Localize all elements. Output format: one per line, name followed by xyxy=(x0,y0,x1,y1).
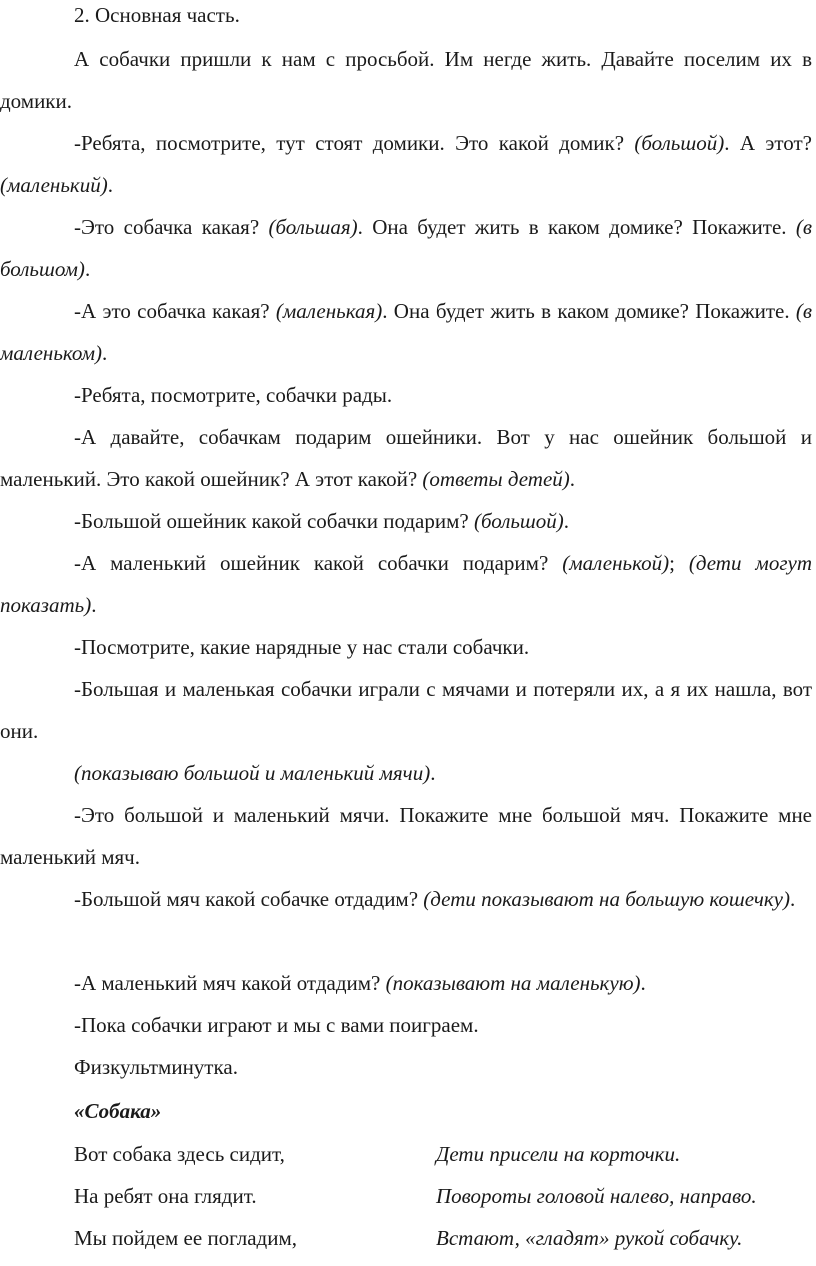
poem-line-1: Вот собака здесь сидит, xyxy=(74,1142,285,1166)
paragraph-9: -Посмотрите, какие нарядные у нас стали собачки. xyxy=(74,635,530,659)
paragraph-1: А собачки пришли к нам с просьбой. Им негде жить. Давайте поселим их в домики. xyxy=(0,47,812,113)
paragraph-6: -А давайте, собачкам подарим ошейники. Вот у нас ошейник большой и маленький. Это какой ошейник? А этот какой? (ответы детей). xyxy=(0,425,812,491)
paragraph-11: (показываю большой и маленький мячи). xyxy=(74,761,436,785)
paragraph-5: -Ребята, посмотрите, собачки рады. xyxy=(74,383,393,407)
paragraph-15: -Пока собачки играют и мы с вами поиграем. xyxy=(74,1013,479,1037)
paragraph-12: -Это большой и маленький мячи. Покажите мне большой мяч. Покажите мне маленький мяч. xyxy=(0,803,812,869)
paragraph-4: -А это собачка какая? (маленькая). Она будет жить в каком домике? Покажите. (в маленьком). xyxy=(0,299,812,365)
paragraph-3: -Это собачка какая? (большая). Она будет жить в каком домике? Покажите. (в большом). xyxy=(0,215,812,281)
poem-line-2: На ребят она глядит. xyxy=(74,1184,257,1208)
paragraph-10: -Большая и маленькая собачки играли с мячами и потеряли их, а я их нашла, вот они. xyxy=(0,677,812,743)
paragraph-16: Физкультминутка. xyxy=(74,1055,238,1079)
poem-action-3: Встают, «гладят» рукой собачку. xyxy=(436,1226,743,1250)
paragraph-14: -А маленький мяч какой отдадим? (показывают на маленькую). xyxy=(74,971,646,995)
poem-line-3: Мы пойдем ее погладим, xyxy=(74,1226,297,1250)
poem-title: «Собака» xyxy=(74,1099,162,1123)
paragraph-13: -Большой мяч какой собачке отдадим? (дети показывают на большую кошечку). xyxy=(74,887,796,911)
poem-action-1: Дети присели на корточки. xyxy=(436,1142,681,1166)
poem-action-2: Повороты головой налево, направо. xyxy=(436,1184,757,1208)
paragraph-2: -Ребята, посмотрите, тут стоят домики. Это какой домик? (большой). А этот? (маленький). xyxy=(0,131,812,197)
paragraph-8: -А маленький ошейник какой собачки подарим? (маленькой); (дети могут показать). xyxy=(0,551,812,617)
section-heading: 2. Основная часть. xyxy=(74,3,240,27)
paragraph-7: -Большой ошейник какой собачки подарим? (большой). xyxy=(74,509,570,533)
